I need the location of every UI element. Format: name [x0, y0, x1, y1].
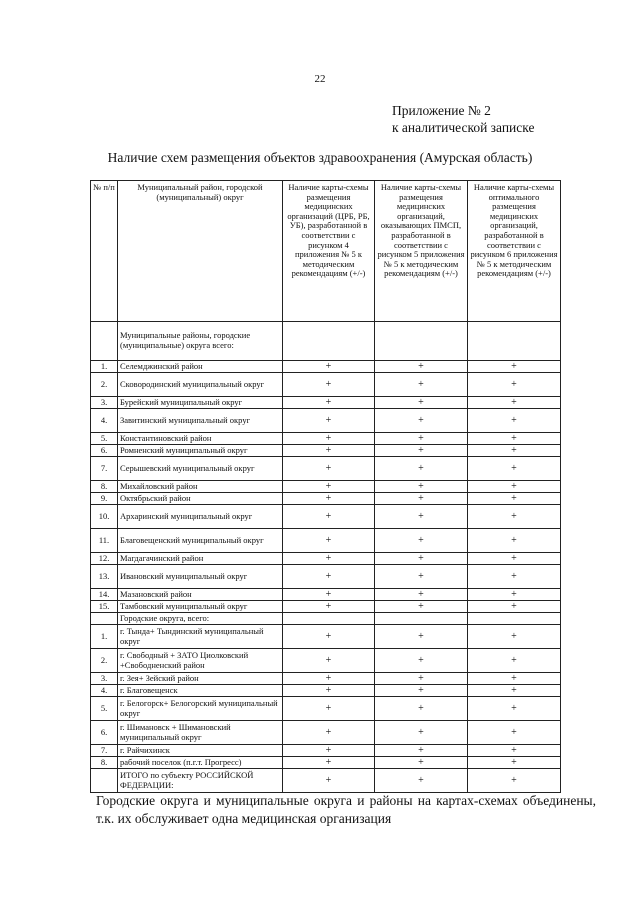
row-mark-crb: +	[283, 601, 375, 613]
row-mark-optimal: +	[468, 445, 561, 457]
row-mark-optimal: +	[468, 397, 561, 409]
row-number: 11.	[91, 529, 118, 553]
row-mark-pmsp: +	[375, 397, 468, 409]
table-row	[91, 445, 561, 457]
table-row	[91, 433, 561, 445]
table-row	[91, 601, 561, 613]
table-header-row	[91, 181, 561, 322]
row-district-name: г. Благовещенск	[118, 685, 283, 697]
row-mark-crb: +	[283, 397, 375, 409]
row-mark-pmsp: +	[375, 625, 468, 649]
row-mark-optimal: +	[468, 565, 561, 589]
table-row	[91, 409, 561, 433]
row-mark-optimal: +	[468, 589, 561, 601]
row-district-name: Октябрьский район	[118, 493, 283, 505]
row-district-name: Ивановский муниципальный округ	[118, 565, 283, 589]
group-title: Городские округа, всего:	[118, 613, 283, 625]
row-district-name: Мазановский район	[118, 589, 283, 601]
row-district-name: г. Тында+ Тындинский муниципальный округ	[118, 625, 283, 649]
row-mark-crb: +	[283, 625, 375, 649]
table-row	[91, 505, 561, 529]
row-mark-pmsp: +	[375, 361, 468, 373]
row-district-name: г. Шимановск + Шимановский муниципальный округ	[118, 721, 283, 745]
row-district-name: Архаринский муниципальный округ	[118, 505, 283, 529]
row-district-name: г. Райчихинск	[118, 745, 283, 757]
row-number: 8.	[91, 757, 118, 769]
row-number: 2.	[91, 373, 118, 397]
footnote: Городские округа и муниципальные округа и районы на картах-схемах объединены, т.к. их обслуживает одна медицинская организация	[96, 793, 596, 826]
row-mark-optimal: +	[468, 457, 561, 481]
total-row	[91, 769, 561, 793]
table-row	[91, 373, 561, 397]
table-row	[91, 757, 561, 769]
row-mark-crb: +	[283, 649, 375, 673]
row-number: 9.	[91, 493, 118, 505]
total-mark-optimal: +	[468, 769, 561, 793]
document-title: Наличие схем размещения объектов здравоохранения (Амурская область)	[107, 150, 533, 165]
row-district-name: Сковородинский муниципальный округ	[118, 373, 283, 397]
row-mark-crb: +	[283, 505, 375, 529]
row-district-name: г. Свободный + ЗАТО Циолковский +Свободненский район	[118, 649, 283, 673]
row-district-name: г. Белогорск+ Белогорский муниципальный округ	[118, 697, 283, 721]
total-mark-crb: +	[283, 769, 375, 793]
table-row	[91, 649, 561, 673]
row-mark-crb: +	[283, 433, 375, 445]
row-mark-pmsp: +	[375, 445, 468, 457]
row-mark-pmsp: +	[375, 649, 468, 673]
row-mark-crb: +	[283, 361, 375, 373]
table-row	[91, 493, 561, 505]
row-mark-crb: +	[283, 445, 375, 457]
appendix-heading	[392, 102, 534, 136]
table-row	[91, 721, 561, 745]
table-row	[91, 361, 561, 373]
row-number: 5.	[91, 697, 118, 721]
table-row	[91, 625, 561, 649]
row-number: 4.	[91, 685, 118, 697]
row-district-name: Михайловский район	[118, 481, 283, 493]
row-mark-pmsp: +	[375, 673, 468, 685]
table-row	[91, 589, 561, 601]
row-number: 12.	[91, 553, 118, 565]
row-mark-crb: +	[283, 685, 375, 697]
row-district-name: Тамбовский муниципальный округ	[118, 601, 283, 613]
header-map-optimal: Наличие карты-схемы оптимального размещения медицинских организаций, разработанной в соответствии с рисунком 6 приложения № 5 к методическим рекомендациям (+/-)	[468, 181, 561, 322]
table-row	[91, 697, 561, 721]
row-mark-pmsp: +	[375, 493, 468, 505]
row-mark-pmsp: +	[375, 757, 468, 769]
row-district-name: Благовещенский муниципальный округ	[118, 529, 283, 553]
table-row	[91, 529, 561, 553]
row-mark-crb: +	[283, 757, 375, 769]
row-mark-optimal: +	[468, 433, 561, 445]
row-number: 1.	[91, 361, 118, 373]
row-mark-pmsp: +	[375, 553, 468, 565]
row-mark-optimal: +	[468, 481, 561, 493]
row-district-name: рабочий поселок (п.г.т. Прогресс)	[118, 757, 283, 769]
row-number: 8.	[91, 481, 118, 493]
row-number: 2.	[91, 649, 118, 673]
row-mark-pmsp: +	[375, 745, 468, 757]
row-district-name: Магдагачинский район	[118, 553, 283, 565]
row-number: 13.	[91, 565, 118, 589]
row-mark-crb: +	[283, 481, 375, 493]
row-mark-optimal: +	[468, 745, 561, 757]
row-mark-optimal: +	[468, 685, 561, 697]
row-mark-crb: +	[283, 457, 375, 481]
table-row	[91, 673, 561, 685]
row-mark-crb: +	[283, 553, 375, 565]
table-row	[91, 457, 561, 481]
row-number: 10.	[91, 505, 118, 529]
row-mark-crb: +	[283, 673, 375, 685]
schemes-table	[90, 180, 561, 793]
row-mark-crb: +	[283, 409, 375, 433]
row-mark-pmsp: +	[375, 565, 468, 589]
row-number: 4.	[91, 409, 118, 433]
total-label: ИТОГО по субъекту РОССИЙСКОЙ ФЕДЕРАЦИИ:	[118, 769, 283, 793]
row-mark-optimal: +	[468, 673, 561, 685]
row-number: 3.	[91, 673, 118, 685]
table-row	[91, 685, 561, 697]
row-mark-pmsp: +	[375, 481, 468, 493]
row-number: 5.	[91, 433, 118, 445]
row-mark-pmsp: +	[375, 529, 468, 553]
row-mark-optimal: +	[468, 601, 561, 613]
row-mark-optimal: +	[468, 697, 561, 721]
row-mark-crb: +	[283, 529, 375, 553]
row-mark-crb: +	[283, 565, 375, 589]
row-mark-pmsp: +	[375, 721, 468, 745]
row-district-name: Селемджинский район	[118, 361, 283, 373]
header-map-pmsp: Наличие карты-схемы размещения медицинских организаций, оказывающих ПМСП, разработанной в соответствии с рисунком 5 приложения № 5 к методическим рекомендациям (+/-)	[375, 181, 468, 322]
row-mark-optimal: +	[468, 553, 561, 565]
appendix-line-1: Приложение № 2	[392, 103, 491, 118]
page-number: 22	[314, 73, 326, 85]
row-district-name: Серышевский муниципальный округ	[118, 457, 283, 481]
row-mark-pmsp: +	[375, 433, 468, 445]
row-mark-pmsp: +	[375, 457, 468, 481]
header-map-crb: Наличие карты-схемы размещения медицинских организаций (ЦРБ, РБ, УБ), разработанной в соответствии с рисунком 4 приложения № 5 к методическим рекомендациям (+/-)	[283, 181, 375, 322]
row-number: 15.	[91, 601, 118, 613]
group-header-row	[91, 613, 561, 625]
row-number: 1.	[91, 625, 118, 649]
row-mark-crb: +	[283, 373, 375, 397]
table-row	[91, 745, 561, 757]
row-mark-optimal: +	[468, 493, 561, 505]
row-mark-optimal: +	[468, 649, 561, 673]
row-mark-crb: +	[283, 589, 375, 601]
row-mark-pmsp: +	[375, 589, 468, 601]
table-row	[91, 565, 561, 589]
row-district-name: г. Зея+ Зейский район	[118, 673, 283, 685]
row-district-name: Завитинский муниципальный округ	[118, 409, 283, 433]
row-district-name: Ромненский муниципальный округ	[118, 445, 283, 457]
row-number: 6.	[91, 445, 118, 457]
group-header-row	[91, 322, 561, 361]
header-number: № п/п	[91, 181, 118, 322]
row-mark-pmsp: +	[375, 601, 468, 613]
row-mark-optimal: +	[468, 529, 561, 553]
row-number: 14.	[91, 589, 118, 601]
row-mark-optimal: +	[468, 625, 561, 649]
row-mark-pmsp: +	[375, 409, 468, 433]
row-mark-crb: +	[283, 697, 375, 721]
row-mark-crb: +	[283, 493, 375, 505]
group-title: Муниципальные районы, городские (муниципальные) округа всего:	[118, 322, 283, 361]
row-mark-pmsp: +	[375, 697, 468, 721]
row-number: 7.	[91, 457, 118, 481]
row-mark-pmsp: +	[375, 373, 468, 397]
row-mark-optimal: +	[468, 505, 561, 529]
row-mark-optimal: +	[468, 721, 561, 745]
row-mark-optimal: +	[468, 361, 561, 373]
row-number: 3.	[91, 397, 118, 409]
row-district-name: Бурейский муниципальный округ	[118, 397, 283, 409]
header-district: Муниципальный район, городской (муниципальный) округ	[118, 181, 283, 322]
row-mark-optimal: +	[468, 409, 561, 433]
row-district-name: Константиновский район	[118, 433, 283, 445]
row-mark-pmsp: +	[375, 505, 468, 529]
row-mark-optimal: +	[468, 757, 561, 769]
row-mark-crb: +	[283, 721, 375, 745]
table-body	[91, 322, 561, 793]
row-number: 7.	[91, 745, 118, 757]
row-mark-crb: +	[283, 745, 375, 757]
table-row	[91, 553, 561, 565]
row-number: 6.	[91, 721, 118, 745]
row-mark-pmsp: +	[375, 685, 468, 697]
row-mark-optimal: +	[468, 373, 561, 397]
total-mark-pmsp: +	[375, 769, 468, 793]
table-row	[91, 397, 561, 409]
appendix-line-2: к аналитической записке	[392, 120, 535, 135]
table-row	[91, 481, 561, 493]
